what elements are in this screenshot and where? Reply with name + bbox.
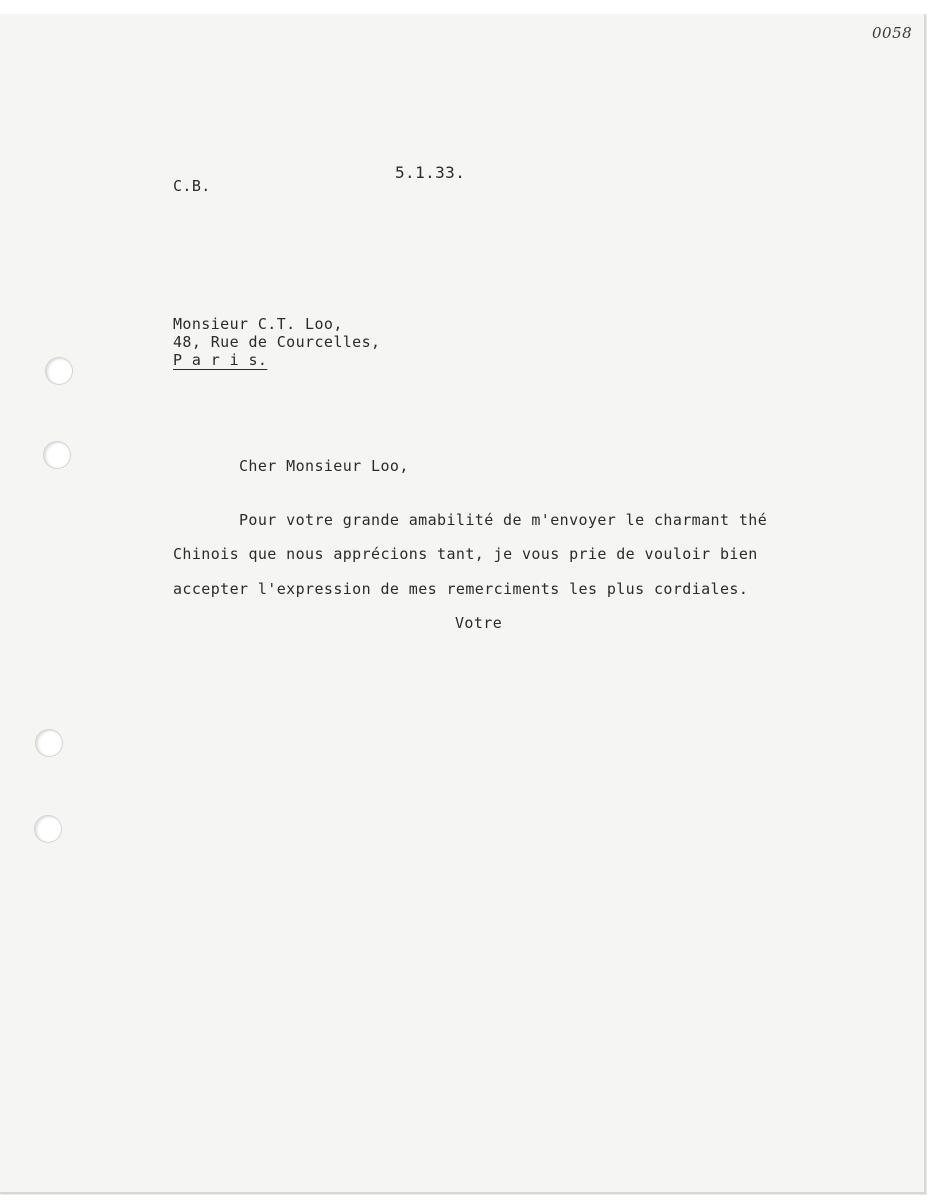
body-line: Pour votre grande amabilité de m'envoyer le charmant thé — [239, 511, 768, 529]
punch-hole — [36, 730, 62, 756]
recipient-name: Monsieur C.T. Loo, — [173, 315, 343, 333]
body-line: accepter l'expression de mes remerciments les plus cordiales. — [173, 580, 749, 598]
letter-date: 5.1.33. — [395, 163, 466, 182]
archive-number: 0058 — [872, 24, 913, 42]
letter-page — [0, 14, 926, 1194]
salutation: Cher Monsieur Loo, — [239, 457, 409, 475]
recipient-city: P a r i s. — [173, 351, 268, 369]
closing: Votre — [455, 614, 503, 632]
punch-hole — [46, 358, 72, 384]
punch-hole — [44, 442, 70, 468]
sender-initials: C.B. — [173, 177, 211, 195]
body-line: Chinois que nous apprécions tant, je vous prie de vouloir bien — [173, 545, 758, 563]
punch-hole — [35, 816, 61, 842]
recipient-street: 48, Rue de Courcelles, — [173, 333, 381, 351]
